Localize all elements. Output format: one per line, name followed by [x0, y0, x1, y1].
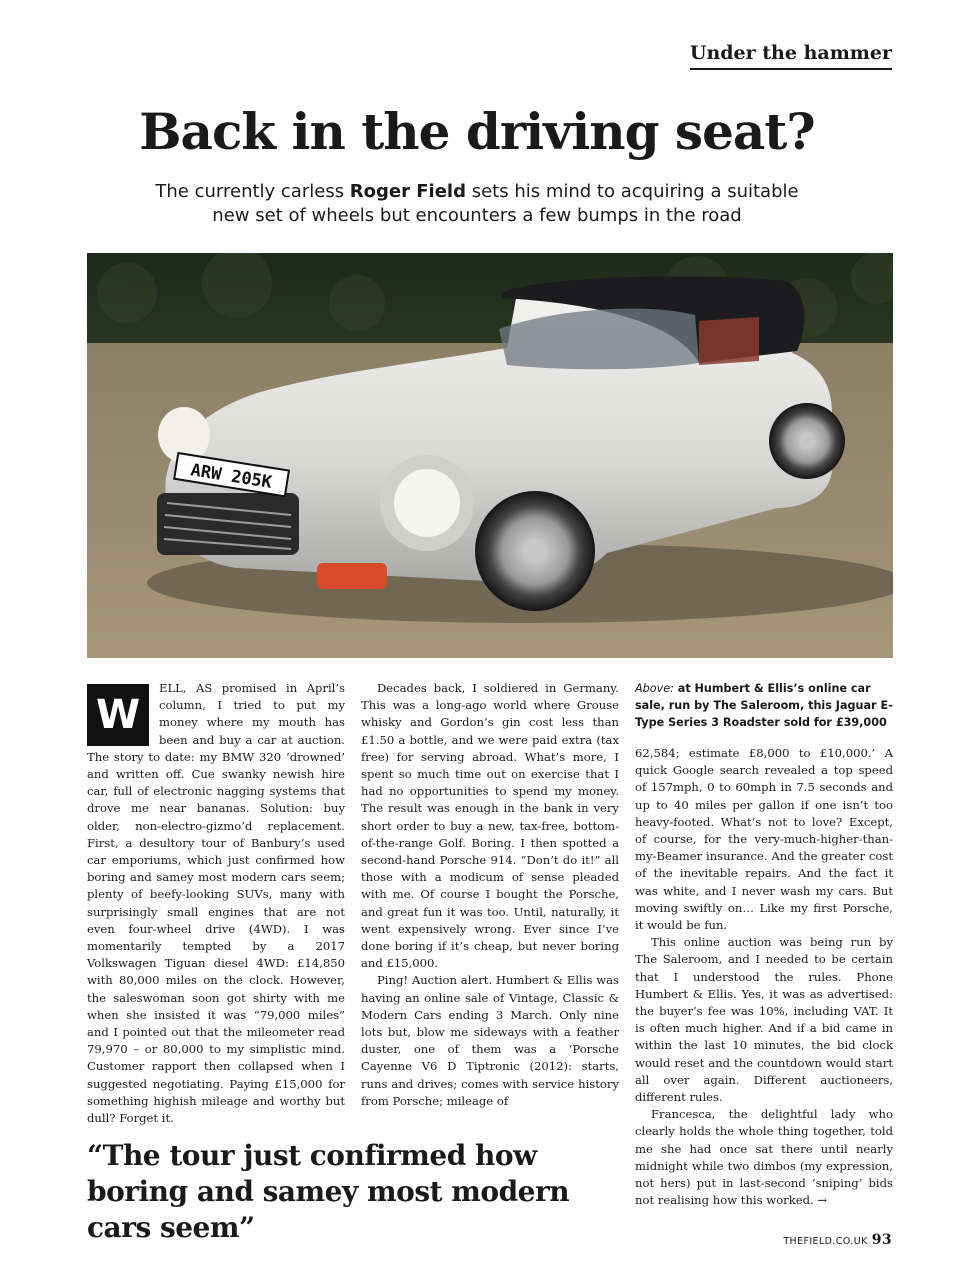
caption-text: at Humbert & Ellis’s online car sale, run by The Saleroom, this Jaguar E-Type Series 3 Roadster sold for £39,000	[635, 682, 893, 729]
standfirst	[150, 180, 804, 228]
number-plate-text: ARW 205K	[189, 460, 274, 493]
standfirst-lead: The currently carless	[155, 181, 350, 202]
page-footer	[783, 1232, 892, 1248]
headline: Back in the driving seat?	[139, 102, 815, 161]
pull-quote: “The tour just confirmed how boring and samey most modern cars seem”	[87, 1139, 570, 1244]
body-column-1	[87, 680, 345, 1127]
body-paragraph: 62,584; estimate £8,000 to £10,000.’ A quick Google search revealed a top speed of 157mph, 0 to 60mph in 7.5 seconds and up to 40 miles per gallon if one isn’t too heavy-footed. What’s not to love? Except, of course, for the very-much-higher-than-my-Beamer insurance. And the greater cost of the inevitable repairs. And the fact it was white, and I never wash my cars. But moving swiftly on… Like my first Porsche, it would be fun.	[635, 746, 893, 933]
page-number: 93	[871, 1232, 892, 1248]
body-paragraph: Decades back, I soldiered in Germany. This was a long-ago world where Grouse whisky and Gordon’s gin cost less than £1.50 a bottle, and we were paid extra (tax free) for serving abroad. What’s more, I spent so much time out on exercise that I had no opportunities to spend my money. The result was enough in the bank in very short order to buy a new, tax-free, bottom-of-the-range Golf. Boring. I then spotted a second-hand Porsche 914. “Don’t do it!” all those with a modicum of sense pleaded with me. Of course I bought the Porsche, and great fun it was too. Until, naturally, it went expensively wrong. Ever since I’ve done boring if it’s cheap, but never boring and £15,000.	[361, 681, 619, 971]
body-paragraph: Francesca, the delightful lady who clearly holds the whole thing together, told me she had once sat there until nearly midnight while two dimbos (my expression, not hers) put in last-second ‘sniping’ bids not realising how this worked. →	[635, 1107, 893, 1208]
author-name: Roger Field	[349, 181, 466, 202]
drop-cap: W	[87, 684, 149, 746]
jaguar-e-type-photo	[87, 253, 893, 658]
standfirst-rest: sets his mind to acquiring a suitable new set of wheels but encounters a few bumps in the road	[212, 181, 799, 226]
body-paragraph: ELL, AS promised in April’s column, I tried to put my money where my mouth has been and buy a car at auction. The story to date: my BMW 320 ‘drowned’ and written off. Cue swanky newish hire car, full of electronic nagging systems that drove me near bananas. Solution: buy older, non-electro-gizmo’d replacement. First, a desultory tour of Banbury’s used car emporiums, which just confirmed how boring and samey most modern cars seem; plenty of beefy-looking SUVs, many with surprisingly small engines that are not even four-wheel drive (4WD). I was momentarily tempted by a 2017 Volkswagen Tiguan diesel 4WD: £14,850 with 80,000 miles on the clock. However, the saleswoman soon got shirty with me when she insisted it was “79,000 miles” and I pointed out that the mileometer read 79,970 – or 80,000 to my simplistic mind. Customer rapport then collapsed when I suggested negotiating. Paying £15,000 for something highish mileage and worthy but dull? Forget it.	[87, 681, 345, 1126]
body-column-2	[361, 680, 619, 1110]
caption-label: Above:	[635, 682, 674, 695]
body-paragraph: This online auction was being run by The Saleroom, and I needed to be certain that I understood the rules. Phone Humbert & Ellis. Yes, it was as advertised: the buyer’s fee was 10%, including VAT. It is often much higher. And if a bid came in within the last 10 minutes, the bid clock would reset and the countdown would start all over again. Different auctioneers, different rules.	[635, 935, 893, 1105]
photo-caption	[635, 680, 893, 731]
section-label: Under the hammer	[690, 42, 892, 70]
body-column-3	[635, 680, 893, 1209]
body-paragraph: Ping! Auction alert. Humbert & Ellis was having an online sale of Vintage, Classic & Modern Cars ending 3 March. Only nine lots but, blow me sideways with a feather duster, one of them was a ‘Porsche Cayenne V6 D Tiptronic (2012): starts, runs and drives; comes with service history from Porsche; mileage of	[361, 973, 619, 1108]
site-url: THEFIELD.CO.UK	[783, 1236, 868, 1247]
